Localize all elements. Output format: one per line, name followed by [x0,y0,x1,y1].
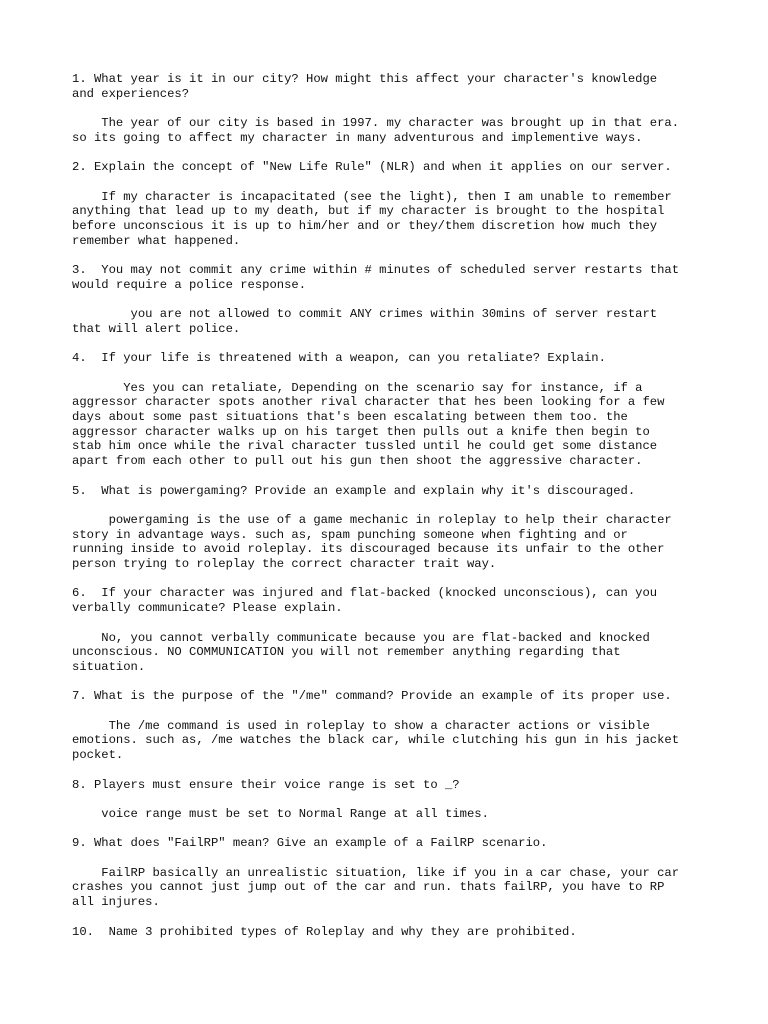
question-9: 9. What does "FailRP" mean? Give an example of a FailRP scenario. [72,836,548,851]
answer-1: The year of our city is based in 1997. my character was brought up in that era. so its going to affect my character in many adventurous and implementive ways. [72,116,680,145]
answer-8: voice range must be set to Normal Range at all times. [72,806,489,821]
question-8: 8. Players must ensure their voice range is set to _? [72,777,460,792]
answer-9: FailRP basically an unrealistic situation, like if you in a car chase, your car crashes you cannot just jump out of the car and run. thats failRP, you have to RP all injures. [72,865,680,910]
answer-3: you are not allowed to commit ANY crimes within 30mins of server restart that will alert police. [72,307,658,336]
question-7: 7. What is the purpose of the "/me" command? Provide an example of its proper use. [72,689,672,704]
question-1: 1. What year is it in our city? How might this affect your character's knowledge and experiences? [72,72,658,101]
answer-4: Yes you can retaliate, Depending on the scenario say for instance, if a aggressor character spots another rival character that hes been looking for a few days about some past situations that's been escalating between them too. the aggressor character walks up on his target then pulls out a knife then begin to stab him once while the rival character tussled until he could get some distance apart from each other to pull out his gun then shoot the aggressive character. [72,380,665,469]
question-4: 4. If your life is threatened with a weapon, can you retaliate? Explain. [72,351,606,366]
answer-6: No, you cannot verbally communicate because you are flat-backed and knocked unconscious. NO COMMUNICATION you will not remember anything regarding that situation. [72,630,650,674]
question-10: 10. Name 3 prohibited types of Roleplay and why they are prohibited. [72,924,577,939]
document-page [72,72,712,954]
answer-5: powergaming is the use of a game mechanic in roleplay to help their character story in advantage ways. such as, spam punching someone when fighting and or running inside to avoid roleplay. its discouraged because its unfair to the other person trying to roleplay the correct character trait way. [72,512,672,572]
answer-7: The /me command is used in roleplay to show a character actions or visible emotions. such as, /me watches the black car, while clutching his gun in his jacket pocket. [72,718,680,763]
question-6: 6. If your character was injured and flat-backed (knocked unconscious), can you verbally communicate? Please explain. [72,586,658,616]
question-2: 2. Explain the concept of "New Life Rule" (NLR) and when it applies on our server. [72,160,672,175]
question-5: 5. What is powergaming? Provide an example and explain why it's discouraged. [72,483,636,498]
question-3: 3. You may not commit any crime within # minutes of scheduled server restarts that would require a police response. [72,263,680,292]
answer-2: If my character is incapacitated (see the light), then I am unable to remember anything that lead up to my death, but if my character is brought to the hospital before unconscious it is up to him/her and or they/them discretion how much they remember what happened. [72,189,672,248]
